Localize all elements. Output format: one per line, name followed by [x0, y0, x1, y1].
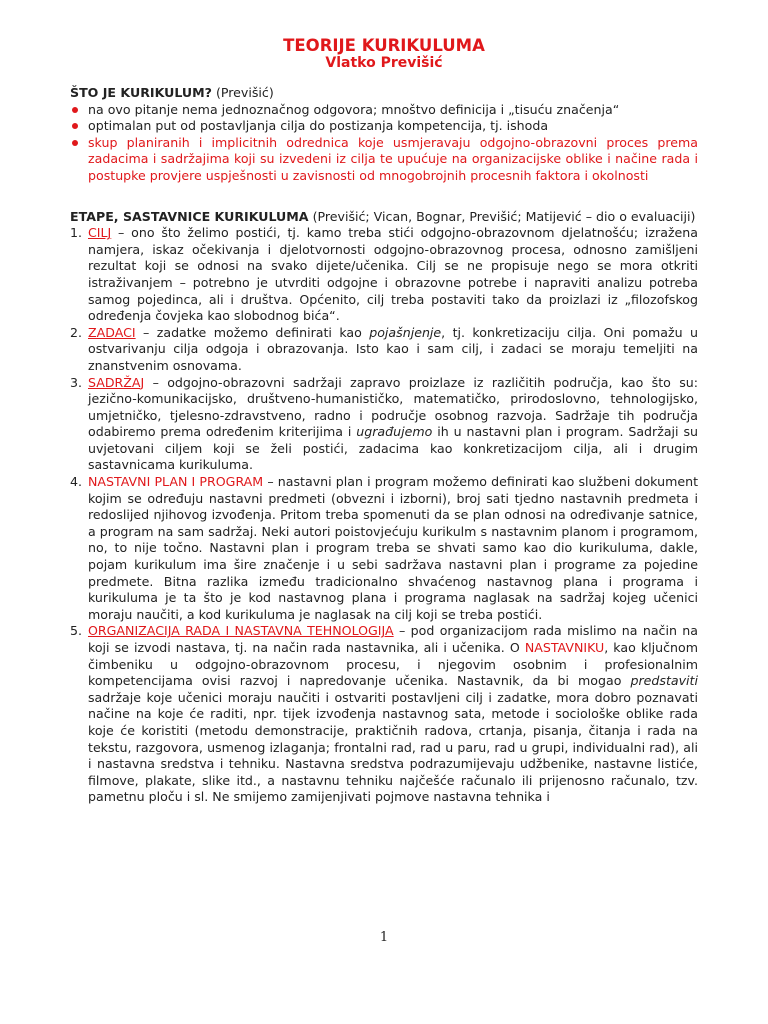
item-text: sadržaje koje učenici moraju naučiti i ostvariti postavljeni cilj i zadatke, mora dobro poznavati načine na koje će raditi, npr. tijek izvođenja nastavnog sata, metode i sociološke oblike rada koje će koristiti (metodu demonstracije, praktičnih radova, crtanja, pisanja, čitanja i rada na tekstu, razgovora, usmenog izlaganja; frontalni rad, rad u paru, rad u grupi, individualni rad), ali i nastavna sredstva i tehniku. Nastavna sredstva podrazumijevaju udžbenike, nastavne listiće, filmove, plakate, slike itd., a nastavnu tehniku najčešće računalo ili prijenosno računalo, tzv. pametnu ploču i sl. Ne smijemo zamijenjivati pojmove nastavna tehnika i: [88, 689, 698, 805]
item-term: ORGANIZACIJA RADA I NASTAVNA TEHNOLOGIJA: [88, 623, 394, 639]
item-number: 1.: [70, 225, 83, 241]
item-italic: pojašnjenje: [369, 324, 442, 340]
page-number: 1: [379, 930, 389, 945]
list-item-organization: [70, 623, 698, 806]
item-text: ih u nastavni plan i program. Sadržaji su uvjetovani ciljem koji se želi postići, zadacima kao konkretizacijom cilja, ali i drugim sastavnicama kurikuluma.: [88, 424, 698, 473]
section1-heading: [70, 85, 698, 102]
bullet-icon: [72, 107, 78, 113]
item-term: ZADACI: [88, 324, 136, 340]
item-italic: predstaviti: [630, 673, 698, 689]
bullet-item: [70, 102, 698, 119]
item-term: SADRŽAJ: [88, 374, 145, 390]
section1-heading-ref: (Previšić): [211, 85, 274, 100]
section-stages: [70, 209, 698, 806]
section1-bullet-list: [70, 102, 698, 185]
list-item-goal: [70, 225, 698, 325]
item-number: 4.: [70, 474, 83, 490]
item-term: CILJ: [88, 225, 112, 241]
bullet-icon: [72, 140, 78, 146]
list-item-curriculum-plan: [70, 474, 698, 623]
item-text: – nastavni plan i program možemo definirati kao službeni dokument kojim se određuju nastavni predmeti (obvezni i izborni), broj sati tjedno nastavnih predmeta i redoslijed njihovog izvođenja. Pritom treba spomenuti da se plan odnosi na određivanje satnice, a program na sam sadržaj. Neki autori poistovjećuju kurikulm s nastavnim planom i programom, no, to nije točno. Nastavni plan i program treba se shvati samo kao dio kurikuluma, dakle, pojam kurikulum ima šire značenje i u sebi sadržava nastavni plan i programe za pojedine predmete. Bitna razlika između tradicionalno shvaćenog nastavnog plana i programa i kurikuluma je ta što je kod nastavnog plana i programa naglasak na sadržaj kojeg učenici moraju naučiti, a kod kurikuluma je naglasak na cilj koji se treba postići.: [88, 474, 699, 622]
item-number: 3.: [70, 374, 83, 390]
section2-heading-text: ETAPE, SASTAVNICE KURIKULUMA: [70, 208, 309, 224]
section1-heading-text: ŠTO JE KURIKULUM?: [70, 85, 212, 100]
item-term: NASTAVNI PLAN I PROGRAM: [88, 474, 264, 490]
list-item-tasks: [70, 325, 698, 375]
item-text: , kao ključnom čimbeniku u odgojno-obrazovnom procesu, i njegovim osobnim i profesionalnim kompetencijama ovisi razvoj i napredovanje učenika. Nastavnik, da bi mogao: [88, 640, 698, 689]
section2-numbered-list: [70, 225, 698, 806]
item-text: – pod organizacijom rada mislimo na način na koji se izvodi nastava, tj. na način rada nastavnika, ali i učenika. O: [88, 623, 699, 655]
item-text: – odgojno-obrazovni sadržaji zapravo proizlaze iz različitih područja, kao što su: jezično-komunikacijsko, društveno-humanističko, matematičko, prirodoslovno, tehnologijsko, umjetničko, tjelesno-zdravstveno, radno i područje osobnog razvoja. Sadržaje tih područja odabiremo prema određenim kriterijima i: [88, 374, 698, 440]
bullet-item: [70, 118, 698, 135]
bullet-text: na ovo pitanje nema jednoznačnog odgovora; mnoštvo definicija i „tisuću značenja“: [88, 101, 620, 117]
item-number: 2.: [70, 324, 83, 340]
item-number: 5.: [70, 623, 83, 639]
page-content: [70, 36, 698, 806]
list-item-content: [70, 375, 698, 475]
item-italic: ugrađujemo: [356, 424, 433, 440]
document-author: Vlatko Previšić: [325, 55, 443, 71]
item-term-teacher: NASTAVNIKU: [524, 640, 605, 655]
section-what-is-curriculum: [70, 85, 698, 185]
bullet-item: [70, 135, 698, 185]
document-title: TEORIJE KURIKULUMA: [283, 36, 485, 55]
item-text: – zadatke možemo definirati kao: [135, 324, 370, 340]
bullet-icon: [72, 123, 78, 129]
bullet-text: skup planiranih i implicitnih odrednica koje usmjeravaju odgojno-obrazovni proces prema zadacima i sadržajima koji su izvedeni iz cilja te upućuje na organizacijske oblike i načine rada i postupke provjere uspješnosti u zavisnosti od mnogobrojnih procesnih faktora i okolnosti: [88, 134, 698, 183]
item-text: , tj. konkretizaciju cilja. Oni pomažu u ostvarivanju cilja odgoja i obrazovanja. Isto kao i sam cilj, i zadaci se moraju temeljiti na znanstvenim osnovama.: [88, 324, 698, 373]
item-text: – ono što želimo postići, tj. kamo treba stići odgojno-obrazovnom djelatnošću; izražena namjera, iskaz očekivanja i djelotvornosti odgojno-obrazovnog procesa, odnosno zamišljeni rezultat koji se odnosi na svako dijete/učenika. Cilj se ne propisuje nego se mora otkriti istraživanjem – potrebno je utvrditi odgojne i obrazovne potrebe i napraviti analizu potreba samog pojedinca, ali i društva. Općenito, cilj treba postaviti tako da proizlazi iz „filozofskog određenja čovjeka kao slobodnog bića“.: [88, 225, 698, 324]
section2-heading-ref: (Previšić; Vican, Bognar, Previšić; Matijević – dio o evaluaciji): [308, 208, 696, 224]
bullet-text: optimalan put od postavljanja cilja do postizanja kompetencija, tj. ishoda: [88, 118, 549, 134]
section2-heading: [70, 209, 698, 226]
